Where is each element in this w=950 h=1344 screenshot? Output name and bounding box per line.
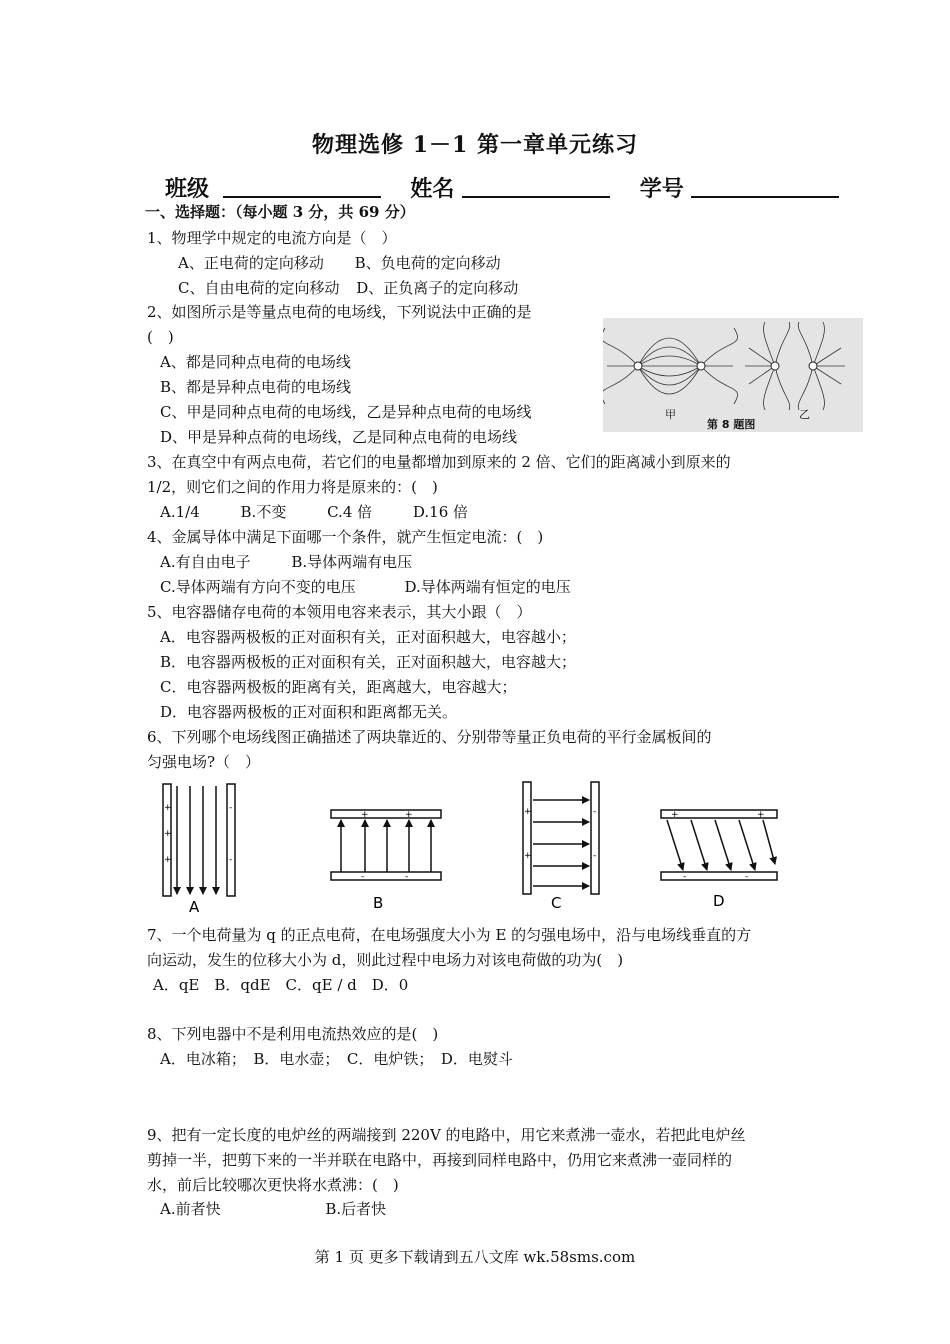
b-plus-1: + (361, 810, 369, 820)
q2-option-b[interactable]: B、都是异种点电荷的电场线 (160, 378, 352, 396)
q3-option-b[interactable]: B.不变 (240, 503, 287, 521)
page-title: 物理选修 1－1 第一章单元练习 (312, 132, 638, 158)
q2-option-a[interactable]: A、都是同种点电荷的电场线 (160, 353, 351, 371)
q5-option-c[interactable]: C．电容器两极板的距离有关，距离越大，电容越大； (160, 678, 517, 696)
q3-option-a[interactable]: A.1/4 (160, 503, 200, 521)
q1-options-row1 (178, 253, 501, 273)
section-heading: 一、选择题：（每小题 3 分，共 69 分） (145, 203, 415, 221)
id-blank[interactable] (691, 174, 839, 198)
field-lines-figure (603, 318, 863, 432)
q2-paren: ( ) (147, 328, 174, 346)
b-minus-2: - (405, 872, 409, 882)
q9-stem-line1: 9、把有一定长度的电炉丝的两端接到 220V 的电路中，用它来煮沸一壶水，若把此电炉丝 (147, 1126, 746, 1144)
student-info-row (165, 172, 839, 203)
id-label: 学号 (639, 176, 684, 202)
charge-left-1 (634, 362, 642, 370)
q5-option-d[interactable]: D．电容器两极板的正对面积和距离都无关。 (160, 703, 458, 721)
q6-stem-line1: 6、下列哪个电场线图正确描述了两块靠近的、分别带等量正负电荷的平行金属板间的 (147, 728, 712, 746)
q5-option-a[interactable]: A．电容器两极板的正对面积有关，正对面积越大，电容越小； (160, 628, 576, 646)
a-minus-2: - (229, 855, 233, 865)
a-minus-1: - (229, 803, 233, 813)
c-plus-2: + (524, 851, 532, 861)
q1-option-c[interactable]: C、自由电荷的定向移动 (178, 279, 340, 297)
diagram-d[interactable] (661, 810, 777, 910)
charge-left-2 (697, 362, 705, 370)
q7-stem-line1: 7、一个电荷量为 q 的正点电荷，在电场强度大小为 E 的匀强电场中，沿与电场线垂直的方 (147, 926, 752, 944)
figure-label-left: 甲 (665, 408, 676, 421)
q4-options-row2 (160, 577, 571, 597)
page-footer: 第 1 页 更多下载请到五八文库 wk.58sms.com (314, 1248, 636, 1266)
b-minus-1: - (361, 872, 365, 882)
q3-options (160, 502, 468, 522)
q3-stem-line2: 1/2，则它们之间的作用力将是原来的：( ) (147, 478, 438, 496)
figure-label-right: 乙 (799, 408, 810, 421)
diagram-b-label: B (373, 894, 384, 912)
figure-caption: 第 8 题图 (707, 418, 756, 431)
q1-option-a[interactable]: A、正电荷的定向移动 (178, 254, 324, 272)
q2-option-d[interactable]: D、甲是异种点荷的电场线，乙是同种点电荷的电场线 (160, 428, 518, 446)
d-plus-2: + (757, 810, 765, 820)
c-minus-1: - (593, 807, 597, 817)
q6-stem-line2: 匀强电场?（ ） (147, 753, 261, 771)
q9-options (160, 1199, 386, 1219)
b-plus-2: + (405, 810, 413, 820)
charge-right-1 (771, 362, 779, 370)
diagram-a[interactable] (163, 784, 235, 914)
q4-options-row1 (160, 552, 412, 572)
q5-stem: 5、电容器储存电荷的本领用电容来表示，其大小跟（ ） (147, 603, 532, 621)
name-blank[interactable] (462, 174, 610, 198)
a-plus-2: + (164, 829, 172, 839)
q9-stem-line3: 水，前后比较哪次更快将水煮沸：( ) (147, 1176, 399, 1194)
q3-option-d[interactable]: D.16 倍 (412, 503, 469, 521)
q9-stem-line2: 剪掉一半，把剪下来的一半并联在电路中，再接到同样电路中，仍用它来煮沸一壶同样的 (147, 1151, 733, 1169)
q1-stem: 1、物理学中规定的电流方向是（ ） (147, 229, 397, 247)
q4-option-d[interactable]: D.导体两端有恒定的电压 (404, 578, 571, 596)
q1-option-d[interactable]: D、正负离子的定向移动 (356, 279, 519, 297)
q9-option-a[interactable]: A.前者快 (160, 1200, 221, 1218)
diagram-c-label: C (551, 894, 562, 912)
q7-stem-line2: 向运动，发生的位移大小为 d，则此过程中电场力对该电荷做的功为( ) (147, 951, 624, 969)
q1-options-row2 (178, 278, 518, 298)
d-plus-1: + (671, 810, 679, 820)
diagram-c[interactable] (523, 782, 599, 912)
class-blank[interactable] (223, 174, 381, 198)
diagram-b[interactable] (331, 810, 441, 912)
q4-stem: 4、金属导体中满足下面哪一个条件，就产生恒定电流：( ) (147, 528, 544, 546)
q8-options[interactable]: A．电冰箱； B．电水壶； C．电炉铁； D．电熨斗 (160, 1050, 513, 1068)
q8-stem: 8、下列电器中不是利用电流热效应的是( ) (147, 1025, 439, 1043)
a-plus-3: + (164, 855, 172, 865)
q4-option-b[interactable]: B.导体两端有电压 (291, 553, 413, 571)
c-plus-1: + (524, 807, 532, 817)
q3-stem-line1: 3、在真空中有两点电荷，若它们的电量都增加到原来的 2 倍、它们的距离减小到原来的 (147, 453, 731, 471)
q4-option-a[interactable]: A.有自由电子 (160, 553, 251, 571)
q2-stem: 2、如图所示是等量点电荷的电场线，下列说法中正确的是 (147, 303, 532, 321)
a-plus-1: + (164, 803, 172, 813)
q4-option-c[interactable]: C.导体两端有方向不变的电压 (160, 578, 356, 596)
q1-option-b[interactable]: B、负电荷的定向移动 (354, 254, 501, 272)
class-label: 班级 (165, 176, 210, 202)
diagram-d-label: D (713, 892, 725, 910)
q6-plate-diagrams (155, 778, 795, 914)
name-label: 姓名 (410, 176, 455, 202)
q9-option-b[interactable]: B.后者快 (325, 1200, 387, 1218)
d-minus-1: - (683, 872, 687, 882)
q7-options[interactable]: A．qE B．qdE C．qE / d D．0 (153, 976, 409, 994)
q3-option-c[interactable]: C.4 倍 (327, 503, 373, 521)
q5-option-b[interactable]: B．电容器两极板的正对面积有关，正对面积越大，电容越大； (160, 653, 577, 671)
d-minus-2: - (745, 872, 749, 882)
diagram-a-label: A (189, 898, 200, 914)
q2-option-c[interactable]: C、甲是同种点电荷的电场线，乙是异种点电荷的电场线 (160, 403, 532, 421)
c-minus-2: - (593, 851, 597, 861)
charge-right-2 (809, 362, 817, 370)
